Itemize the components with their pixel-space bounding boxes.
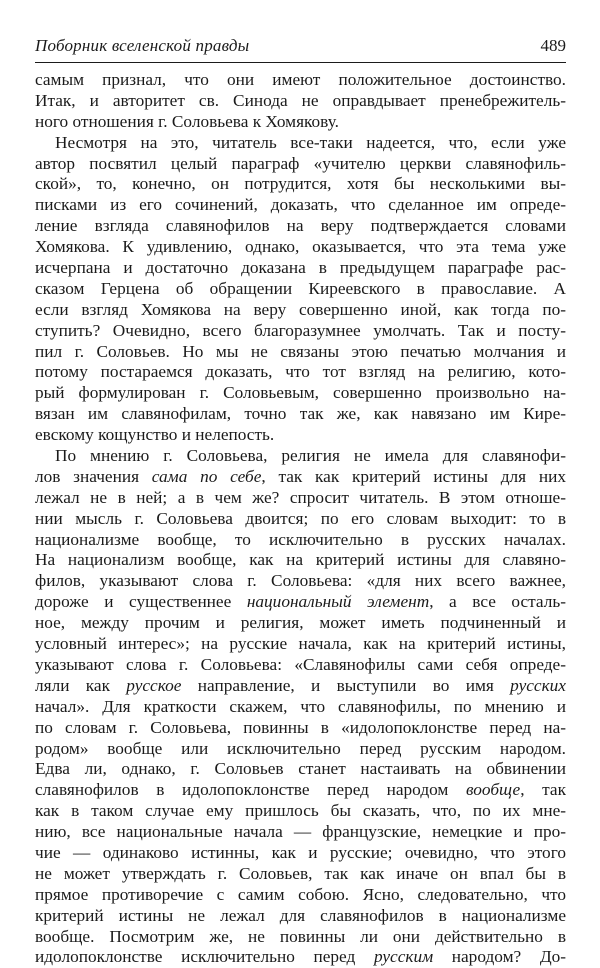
text-line: указывают слова г. Соловьева: «Славянофилы сами себя опреде- [35, 654, 566, 674]
page-number: 489 [540, 36, 566, 55]
text-line: нию, все национальные начала — французские, немецкие и про- [35, 822, 566, 842]
text-line: евскому кощунство и нелепость. [35, 425, 275, 445]
text-line: Едва ли, однако, г. Соловьев станет настаивать на обвинении [35, 759, 566, 779]
italic-text: вообще [466, 780, 521, 800]
text-line: вязан им славянофилам, точно так же, как навязано им Кире- [35, 404, 566, 424]
text-line: ление взгляда славянофилов на веру подтверждается словами [35, 216, 566, 236]
body-text [35, 70, 566, 968]
text-line: рый формулирован г. Соловьевым, совершенно произвольно на- [35, 383, 566, 403]
text-line: славянофилов в идолопоклонстве перед народом вообще, так [35, 780, 566, 800]
text-line: прямое противоречие с самим собою. Ясно, следовательно, что [35, 884, 566, 904]
text-line: По мнению г. Соловьева, религия не имела для славянофи- [55, 446, 566, 466]
text-line: потому постараемся доказать, что тот взгляд на религию, кото- [35, 362, 566, 382]
page-header [35, 36, 566, 62]
text-line: филов, указывают слова г. Соловьева: «для них всего важнее, [35, 571, 566, 591]
text-line: ного отношения г. Соловьева к Хомякову. [35, 111, 339, 131]
text-line: писками из его сочинений, доказать, что сделанное им опреде- [35, 195, 566, 215]
text-line: если взгляд Хомякова на веру совершенно иной, как тогда по- [35, 299, 566, 319]
text-line: Хомякова. К удивлению, однако, оказывается, что эта тема уже [35, 237, 566, 257]
text-line: Несмотря на это, читатель все-таки надеется, что, если уже [55, 132, 566, 152]
text-line: сказом Герцена об обращении Киреевского в православие. А [35, 278, 566, 298]
text-line: пил г. Соловьев. Но мы не связаны этою печатью молчания и [35, 341, 566, 361]
text-line: по словам г. Соловьева, повинны в «идолопоклонстве перед на- [35, 717, 566, 737]
italic-text: русское [126, 675, 182, 695]
text-line: лов значения сама по себе, так как критерий истины для них [35, 466, 566, 486]
text-line: исчерпана и достаточно доказана в предыдущем параграфе рас- [35, 258, 566, 278]
text-line: родом» вообще или исключительно перед русским народом. [35, 738, 566, 758]
italic-text: русских [510, 675, 566, 695]
header-rule [35, 62, 566, 63]
italic-text: сама по себе [151, 466, 262, 486]
text-line: вообще. Посмотрим же, не повинны ли они действительно в [35, 926, 566, 946]
text-line: дороже и существеннее национальный элемент, а все осталь- [35, 592, 566, 612]
text-line: как в таком случае ему пришлось бы сказать, что, по их мне- [35, 801, 566, 821]
text-line: чие — одинаково истинны, как и русские; очевидно, что этого [35, 842, 566, 862]
text-line: лежал не в ней; а в чем же? спросит читатель. В этом отноше- [35, 487, 566, 507]
text-line: национализме вообще, то исключительно в русских началах. [35, 529, 566, 549]
text-line: идолопоклонстве исключительно перед русским народом? До- [35, 947, 566, 967]
text-line: автор посвятил целый параграф «учителю церкви славянофиль- [35, 153, 566, 173]
text-line: начал». Для краткости скажем, что славянофилы, по мнению и [35, 696, 566, 716]
italic-text: национальный элемент [246, 592, 430, 612]
text-line: Итак, и авторитет св. Синода не оправдывает пренебрежитель- [35, 90, 566, 110]
text-line: не может утверждать г. Соловьев, так как иначе он впал бы в [35, 863, 566, 883]
italic-text: русским [373, 947, 434, 967]
text-line: ской», то, конечно, он потрудится, хотя бы несколькими вы- [35, 174, 566, 194]
text-line: критерий истины не лежал для славянофилов в национализме [35, 905, 566, 925]
text-line: нии мысль г. Соловьева двоится; по его словам выходит: то в [35, 508, 566, 528]
text-line: На национализм вообще, как на критерий истины для славяно- [35, 550, 566, 570]
text-line: ляли как русское направление, и выступили во имя русских [35, 675, 566, 695]
text-line: ступить? Очевидно, всего благоразумнее умолчать. Так и посту- [35, 320, 566, 340]
text-line: условный интерес»; на русские начала, как на критерий истины, [35, 634, 566, 654]
running-title: Поборник вселенской правды [35, 36, 250, 55]
text-line: ное, между прочим и религия, может иметь подчиненный и [35, 613, 566, 633]
text-line: самым признал, что они имеют положительное достоинство. [35, 70, 566, 89]
